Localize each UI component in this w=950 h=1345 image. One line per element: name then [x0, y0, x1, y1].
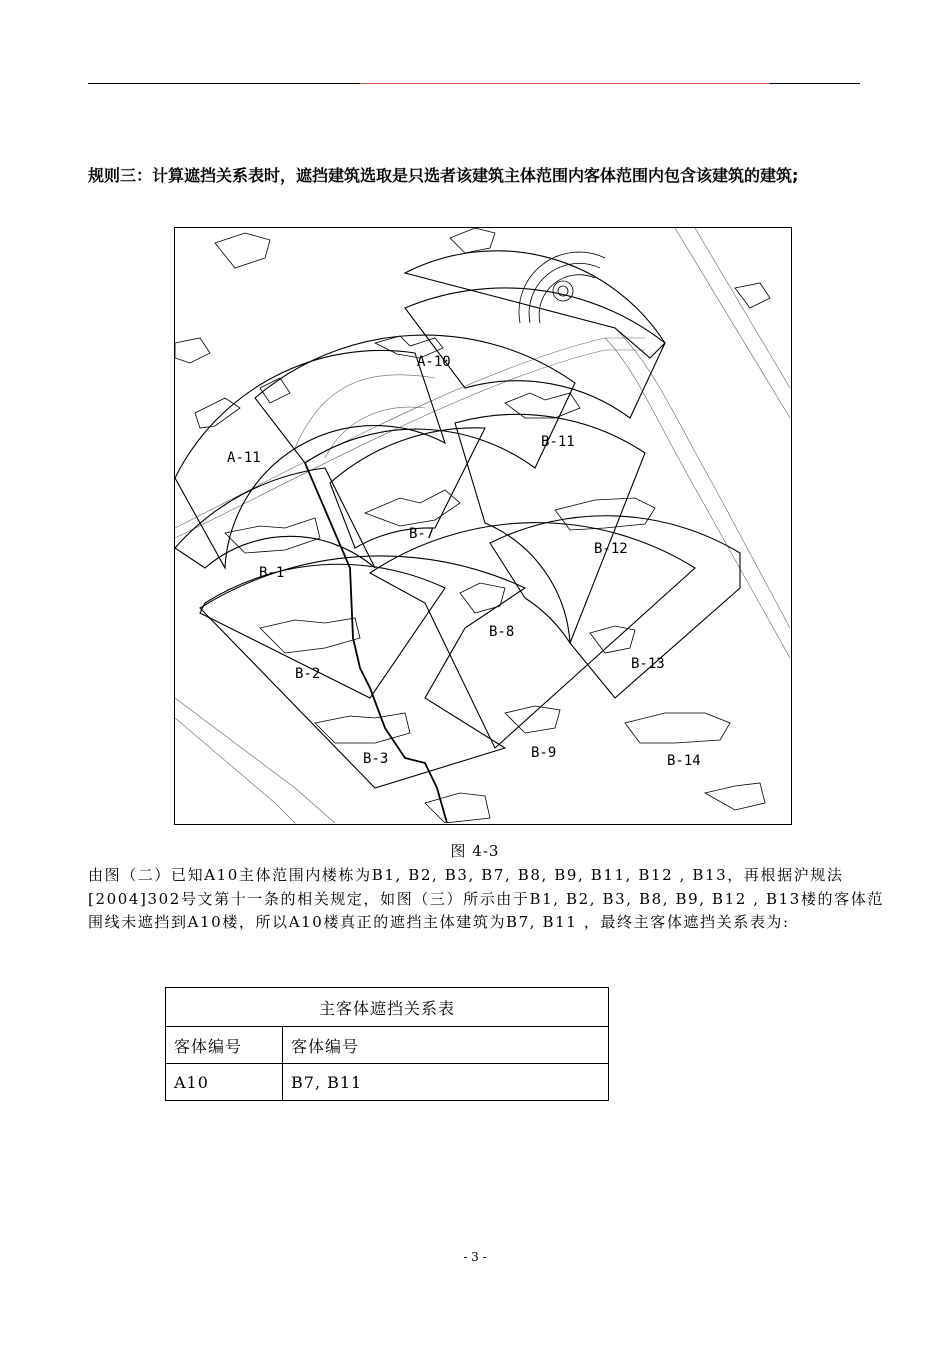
table-title-row	[166, 988, 609, 1027]
label-b1: B-1	[259, 565, 285, 581]
label-b12: B-12	[594, 541, 628, 557]
label-b3: B-3	[363, 751, 389, 767]
figure-labels	[227, 354, 701, 769]
site-plan-figure	[174, 227, 792, 825]
table-header-cell: 客体编号	[283, 1027, 609, 1064]
label-b9: B-9	[531, 745, 557, 761]
header-rule-accent	[360, 83, 770, 84]
table-cell: A10	[166, 1064, 283, 1101]
table-header-row	[166, 1027, 609, 1064]
figure-caption: 图 4-3	[450, 842, 500, 860]
shadow-sectors	[175, 251, 740, 788]
page-number: - 3 -	[463, 1250, 487, 1264]
building-footprints	[175, 228, 770, 823]
table-title: 主客体遮挡关系表	[166, 988, 609, 1027]
body-paragraph: 由图（二）已知A10主体范围内楼栋为B1, B2, B3, B7, B8, B9, B11, B12 , B13，再根据沪规法[2004]302号文第十一条的相关规定，如图（三）所示由于B1, B2, B3, B8, B9, B12 , B13楼的客体范围线未遮挡到A10楼，所以A10楼真正的遮挡主体建筑为B7, B11 ，最终主客体遮挡关系表为:	[88, 866, 884, 931]
label-b14: B-14	[667, 753, 701, 769]
label-b13: B-13	[631, 656, 665, 672]
label-b8: B-8	[489, 624, 515, 640]
table-header-cell: 客体编号	[166, 1027, 283, 1064]
label-b11: B-11	[541, 434, 575, 450]
occlusion-table	[165, 987, 609, 1101]
rule-heading: 规则三：计算遮挡关系表时，遮挡建筑选取是只选者该建筑主体范围内客体范围内包含该建筑的建筑;	[88, 166, 799, 185]
label-b7: B-7	[409, 526, 435, 542]
label-a11: A-11	[227, 450, 261, 466]
table-cell: B7, B11	[283, 1064, 609, 1101]
table-row	[166, 1064, 609, 1101]
plaza-feature	[519, 252, 605, 323]
label-a10: A-10	[417, 354, 451, 370]
label-b2: B-2	[295, 666, 321, 682]
